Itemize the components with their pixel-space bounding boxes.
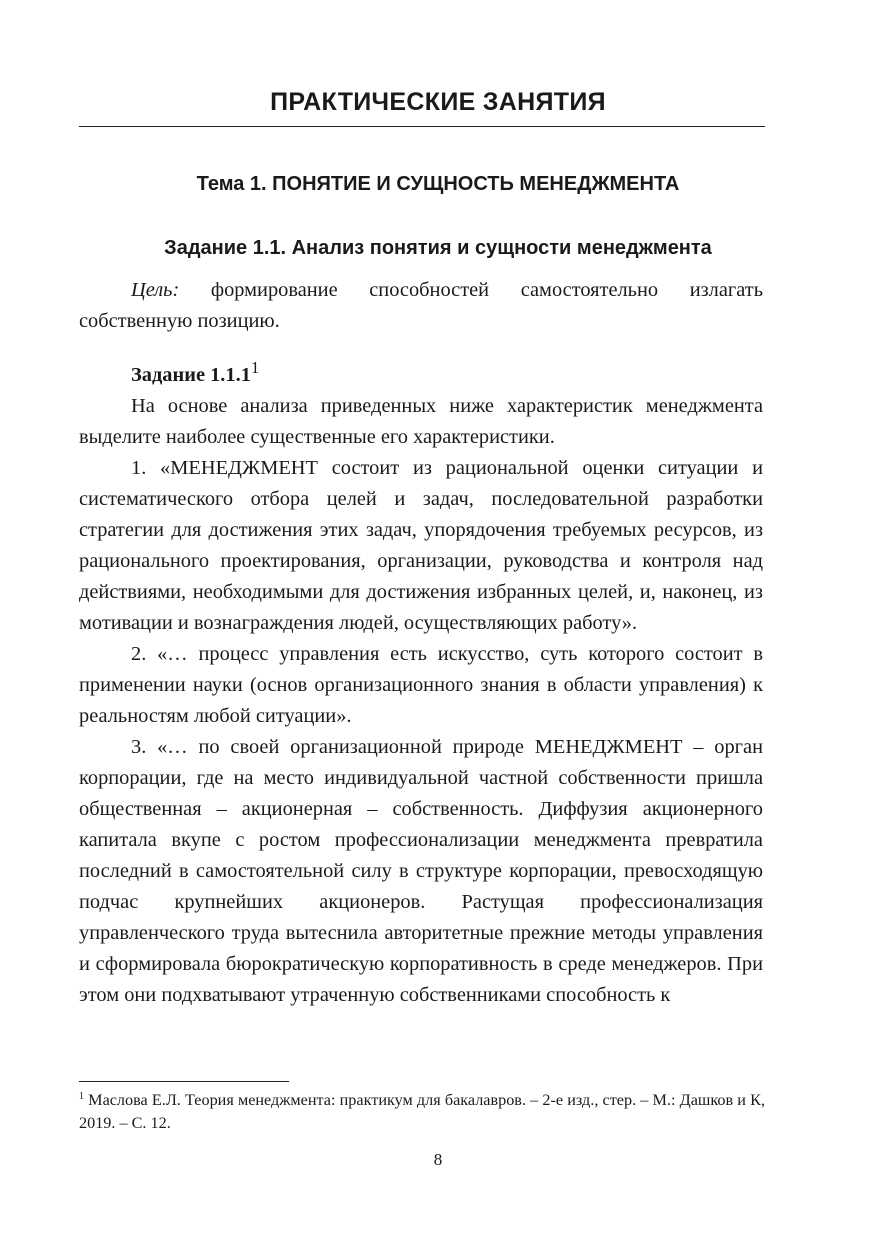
title-divider	[79, 126, 765, 127]
task-title: Задание 1.1. Анализ понятия и сущности менеджмента	[164, 237, 712, 259]
topic-title: Тема 1. ПОНЯТИЕ И СУЩНОСТЬ МЕНЕДЖМЕНТА	[196, 173, 680, 195]
subtask-title: Задание 1.1.1	[131, 363, 251, 386]
footnote-number: 1	[79, 1091, 84, 1102]
footnote-divider	[79, 1081, 289, 1082]
goal-text: формирование способностей самостоятельно излагать собственную позицию.	[79, 279, 763, 332]
instruction-paragraph: На основе анализа приведенных ниже характеристик менеджмента выделите наиболее существенные его характеристики.	[79, 394, 763, 448]
page-number: 8	[433, 1150, 443, 1169]
goal-label: Цель:	[131, 279, 180, 301]
footnote	[79, 1089, 765, 1135]
item-paragraph-3: 3. «… по своей организационной природе МЕНЕДЖМЕНТ – орган корпорации, где на место индивидуальной частной собственности пришла общественная – акционерная – собственность. Диффузия акционерного капитала вкупе с ростом профессионализации менеджмента превратила последний в самостоятельной силу в структуре корпорации, превосходящую подчас крупнейших акционеров. Растущая профессионализация управленческого труда вытеснила авторитетные прежние методы управления и сформировала бюрократическую корпоративность в среде менеджеров. При этом они подхватывают утраченную собственниками способность к	[79, 735, 763, 1006]
item-paragraph-2: 2. «… процесс управления есть искусство, суть которого состоит в применении науки (основ организационного знания в области управления) к реальностям любой ситуации».	[79, 642, 763, 727]
body-text	[79, 275, 763, 1011]
subtask-heading	[79, 352, 763, 391]
footnote-reference: 1	[250, 358, 260, 377]
item-paragraph-1: 1. «МЕНЕДЖМЕНТ состоит из рациональной оценки ситуации и систематического отбора целей и задач, последовательной разработки стратегии для достижения этих задач, упорядочения требуемых ресурсов, из рационального проектирования, организации, руководства и контроля над действиями, необходимыми для достижения избранных целей, и, наконец, из мотивации и вознаграждения людей, осуществляющих работу».	[79, 456, 763, 634]
footnote-text: Маслова Е.Л. Теория менеджмента: практикум для бакалавров. – 2-е изд., стер. – М.: Дашков и К, 2019. – С. 12.	[79, 1091, 765, 1132]
goal-paragraph	[79, 275, 763, 337]
section-title: ПРАКТИЧЕСКИЕ ЗАНЯТИЯ	[270, 88, 606, 116]
